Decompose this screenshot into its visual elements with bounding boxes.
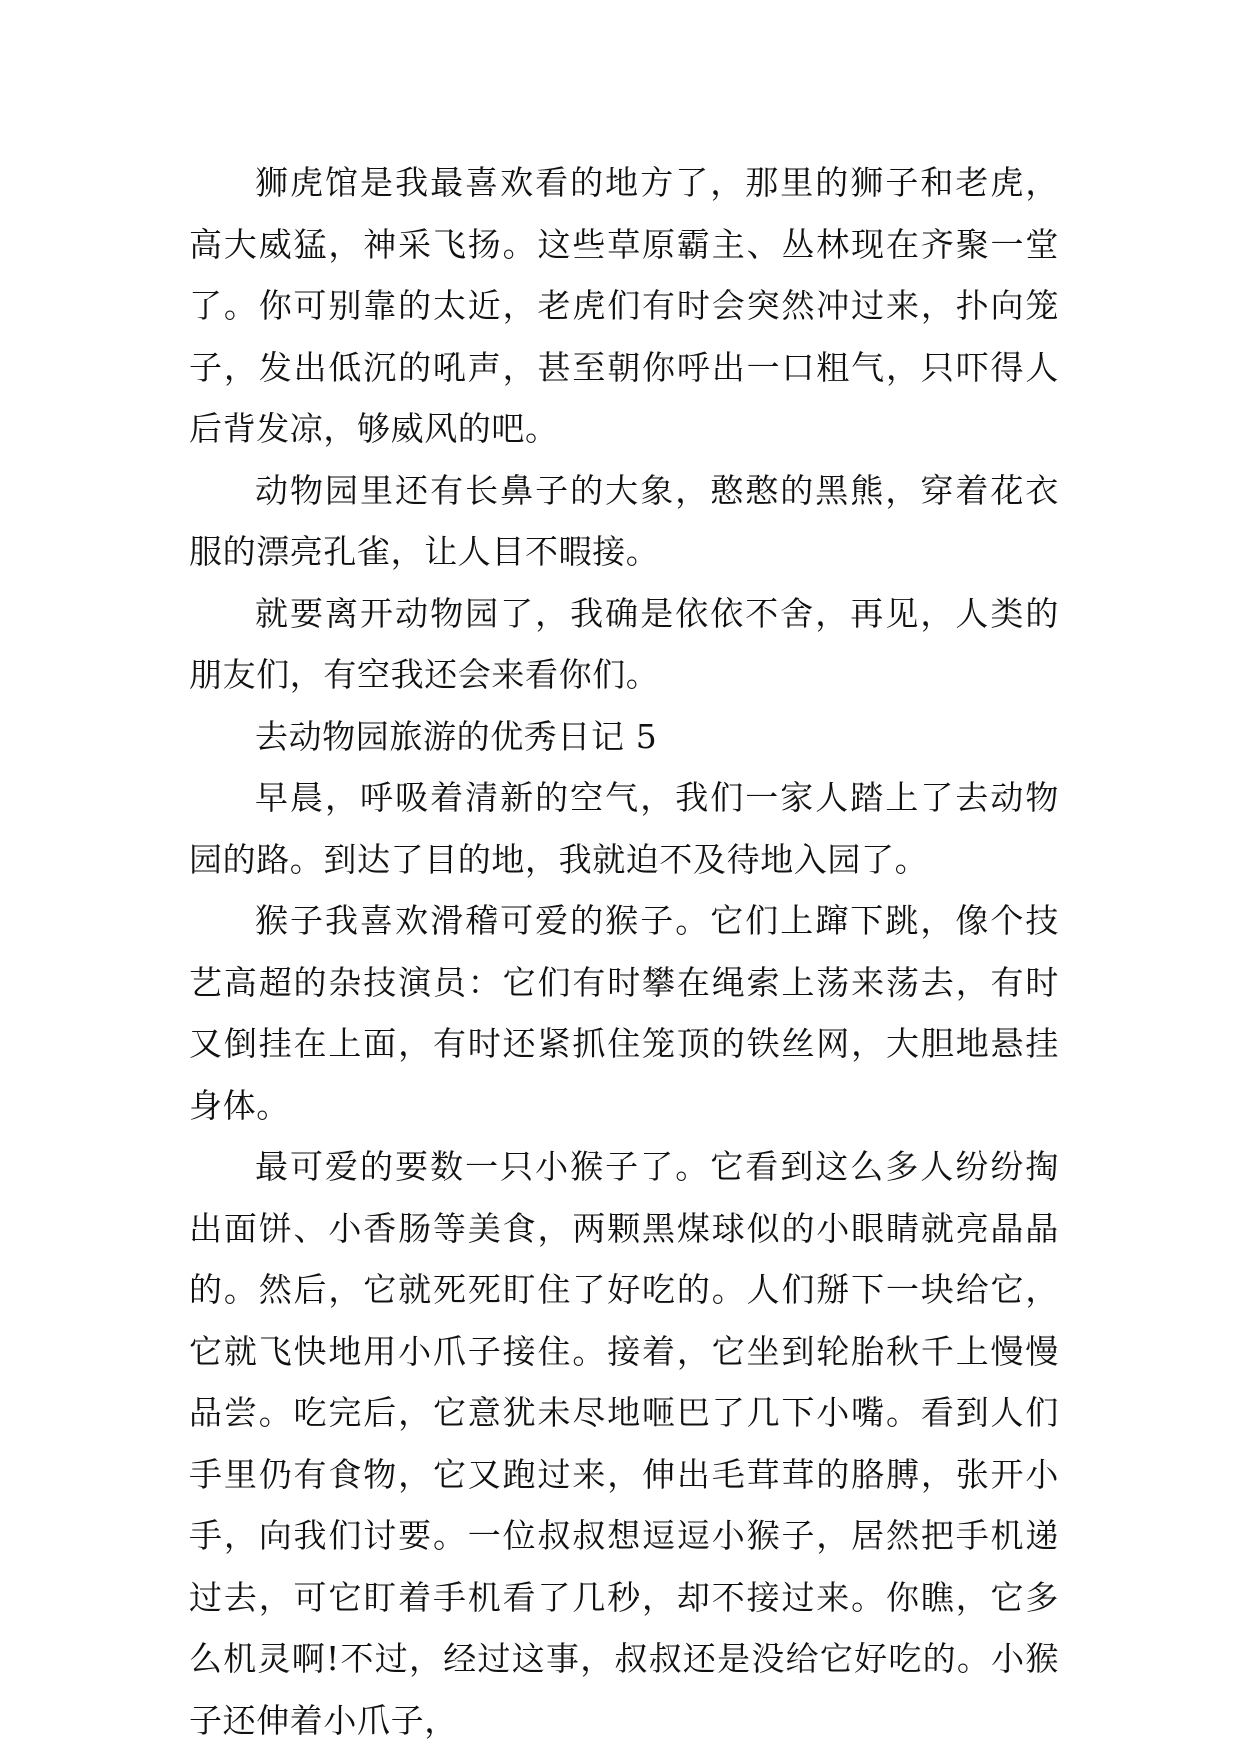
- paragraph-lion-tiger-hall: 狮虎馆是我最喜欢看的地方了，那里的狮子和老虎，高大威猛，神采飞扬。这些草原霸主、丛林现在齐聚一堂了。你可别靠的太近，老虎们有时会突然冲过来，扑向笼子，发出低沉的吼声，甚至朝你呼出一口粗气，只吓得人后背发凉，够威风的吧。: [189, 163, 1059, 448]
- paragraph-morning: 早晨，呼吸着清新的空气，我们一家人踏上了去动物园的路。到达了目的地，我就迫不及待地入园了。: [189, 778, 1059, 879]
- paragraph-little-monkey: 最可爱的要数一只小猴子了。它看到这么多人纷纷掏出面饼、小香肠等美食，两颗黑煤球似的小眼睛就亮晶晶的。然后，它就死死盯住了好吃的。人们掰下一块给它，它就飞快地用小爪子接住。接着，它坐到轮胎秋千上慢慢品尝。吃完后，它意犹未尽地咂巴了几下小嘴。看到人们手里仍有食物，它又跑过来，伸出毛茸茸的胳膊，张开小手，向我们讨要。一位叔叔想逗逗小猴子，居然把手机递过去，可它盯着手机看了几秒，却不接过来。你瞧，它多么机灵啊!不过，经过这事，叔叔还是没给它好吃的。小猴子还伸着小爪子，: [189, 1147, 1059, 1740]
- paragraph-monkeys: 猴子我喜欢滑稽可爱的猴子。它们上蹿下跳，像个技艺高超的杂技演员：它们有时攀在绳索上荡来荡去，有时又倒挂在上面，有时还紧抓住笼顶的铁丝网，大胆地悬挂身体。: [189, 901, 1059, 1125]
- paragraph-elephant-bear-peacock: 动物园里还有长鼻子的大象，憨憨的黑熊，穿着花衣服的漂亮孔雀，让人目不暇接。: [189, 470, 1059, 571]
- document-page: [189, 152, 1059, 1751]
- diary-title: 去动物园旅游的优秀日记 5: [255, 716, 658, 756]
- paragraph-leaving-zoo: 就要离开动物园了，我确是依依不舍，再见，人类的朋友们，有空我还会来看你们。: [189, 593, 1059, 694]
